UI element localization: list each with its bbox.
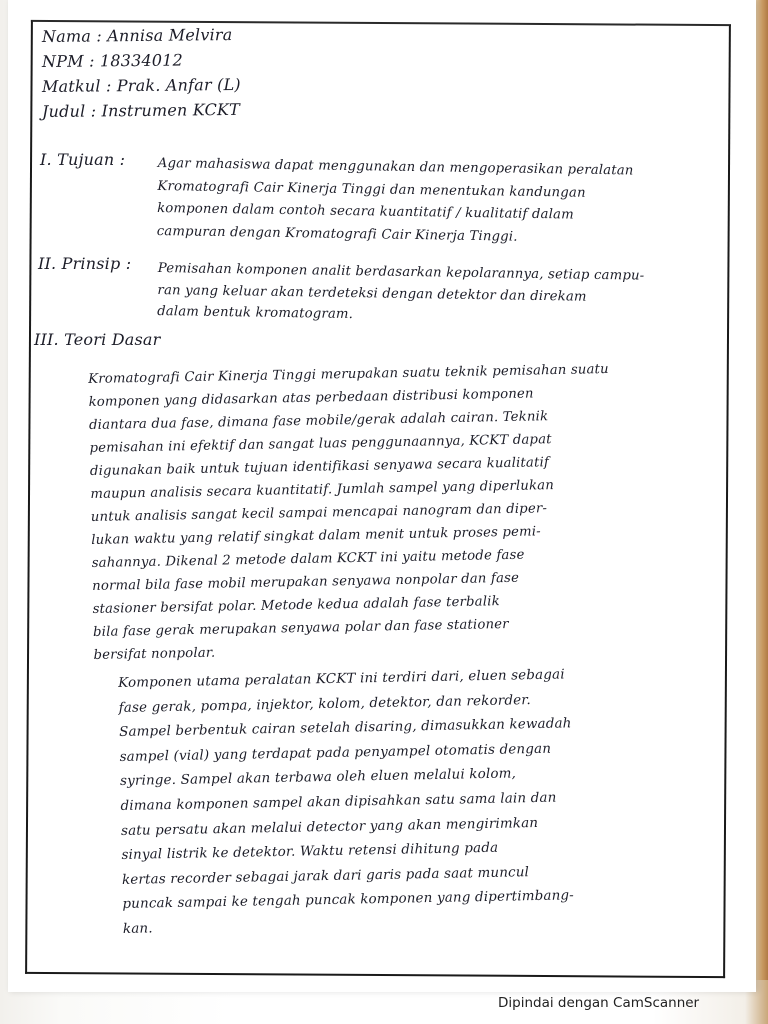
handwritten-line: maupun analisis secara kuantitatif. Jumlah sampel yang diperlukan (90, 478, 555, 502)
handwritten-line: digunakan baik untuk tujuan identifikasi senyawa secara kualitatif (89, 455, 550, 479)
wood-table-edge (754, 0, 768, 980)
handwritten-line: syringe. Sampel akan terbawa oleh eluen melalui kolom, (119, 766, 517, 790)
handwritten-line: pemisahan ini efektif dan sangat luas penggunaannya, KCKT dapat (89, 432, 552, 456)
handwritten-line: satu persatu akan melalui detector yang akan mengirimkan (120, 815, 539, 839)
header-npm: NPM : 18334012 (41, 50, 184, 71)
section-body-teori-paragraph-2 (118, 663, 576, 942)
header-judul: Judul : Instrumen KCKT (41, 99, 241, 121)
scanner-watermark: Dipindai dengan CamScanner (498, 995, 700, 1011)
handwritten-line: campuran dengan Kromatografi Cair Kinerja Tinggi. (156, 223, 518, 245)
header-nama: Nama : Annisa Melvira (41, 25, 233, 46)
handwritten-line: Sampel berbentuk cairan setelah disaring, dimasukkan kewadah (119, 716, 572, 741)
section-heading-prinsip: II. Prinsip : (38, 254, 132, 273)
student-header (42, 24, 642, 124)
header-matkul: Matkul : Prak. Anfar (L) (41, 74, 241, 96)
handwritten-line: ran yang keluar akan terdeteksi dengan detektor dan direkam (157, 282, 587, 305)
handwritten-line: Komponen utama peralatan KCKT ini terdiri dari, eluen sebagai (118, 667, 565, 691)
handwritten-line: untuk analisis sangat kecil sampai mencapai nanogram dan diper- (90, 501, 548, 525)
handwritten-line: Kromatografi Cair Kinerja Tinggi dan menentukan kandungan (157, 178, 586, 201)
handwritten-line: kertas recorder sebagai jarak dari garis pada saat muncul (121, 864, 530, 888)
handwritten-line: normal bila fase mobil merupakan senyawa nonpolar dan fase (92, 570, 520, 594)
handwritten-line: Pemisahan komponen analit berdasarkan kepolarannya, setiap campu- (157, 260, 645, 284)
section-body-teori-paragraph-1 (88, 358, 614, 667)
handwritten-line: sinyal listrik ke detektor. Waktu retensi dihitung pada (121, 840, 499, 864)
handwritten-line: fase gerak, pompa, injektor, kolom, detektor, dan rekorder. (118, 692, 531, 716)
handwritten-line: puncak sampai ke tengah puncak komponen yang dipertimbang- (122, 888, 575, 913)
handwritten-line: sampel (vial) yang terdapat pada penyampel otomatis dengan (119, 741, 552, 765)
handwritten-line: dimana komponen sampel akan dipisahkan satu sama lain dan (120, 790, 557, 814)
handwritten-line: Agar mahasiswa dapat menggunakan dan mengoperasikan peralatan (157, 155, 634, 179)
handwritten-line: bersifat nonpolar. (93, 645, 216, 663)
handwritten-line: komponen yang didasarkan atas perbedaan distribusi komponen (88, 386, 534, 410)
section-body-tujuan (157, 153, 634, 250)
handwritten-line: sahannya. Dikenal 2 metode dalam KCKT ini yaitu metode fase (91, 547, 525, 571)
section-heading-tujuan: I. Tujuan : (40, 150, 126, 169)
handwritten-line: komponen dalam contoh secara kuantitatif / kualitatif dalam (157, 200, 574, 223)
handwritten-line: kan. (122, 921, 153, 937)
handwritten-line: dalam bentuk kromatogram. (157, 303, 354, 323)
handwritten-line: bila fase gerak merupakan senyawa polar dan fase stationer (92, 616, 509, 640)
section-heading-teori: III. Teori Dasar (34, 330, 161, 349)
handwritten-line: diantara dua fase, dimana fase mobile/gerak adalah cairan. Teknik (88, 409, 549, 433)
handwritten-line: stasioner bersifat polar. Metode kedua adalah fase terbalik (92, 594, 500, 617)
handwritten-line: Kromatografi Cair Kinerja Tinggi merupakan suatu teknik pemisahan suatu (88, 362, 609, 387)
section-body-prinsip (157, 258, 645, 330)
handwritten-line: lukan waktu yang relatif singkat dalam menit untuk proses pemi- (91, 524, 542, 548)
